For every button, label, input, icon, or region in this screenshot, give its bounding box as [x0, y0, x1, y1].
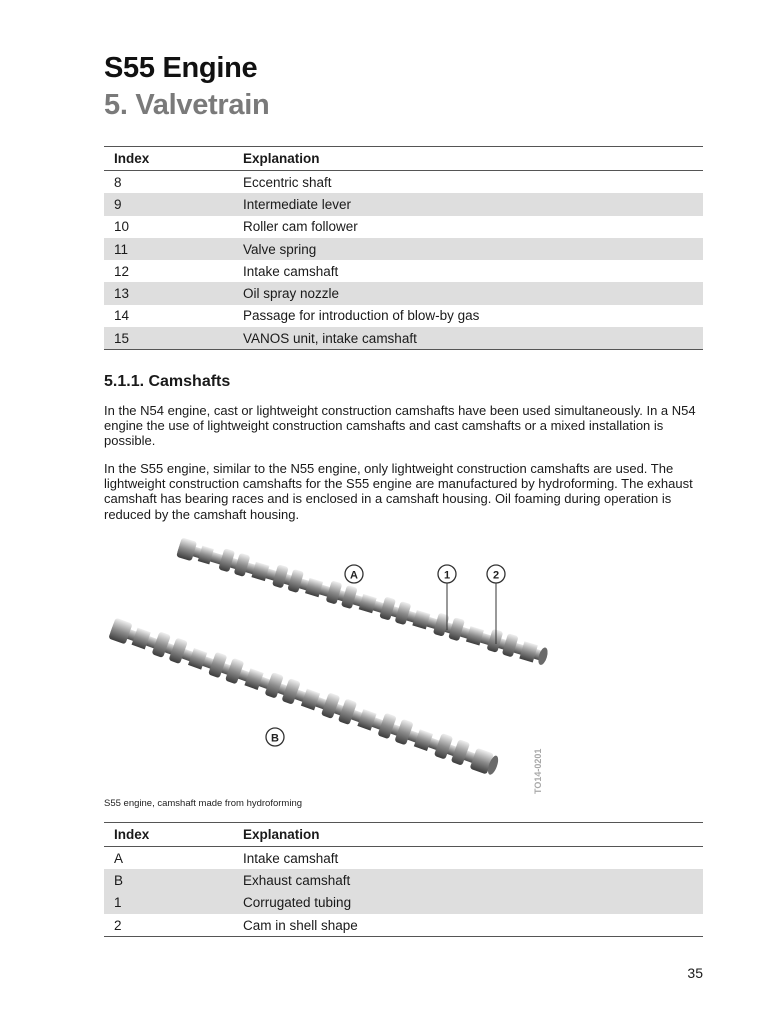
callout-b — [266, 728, 284, 746]
index-cell: 13 — [104, 282, 233, 304]
table-row — [104, 282, 703, 304]
explanation-cell: Exhaust camshaft — [233, 869, 703, 891]
camshaft-figure — [104, 532, 703, 802]
index-cell: 12 — [114, 263, 130, 279]
camshaft-illustration — [104, 532, 703, 802]
explanation-cell: Intake camshaft — [243, 850, 339, 866]
index-cell: B — [104, 869, 233, 891]
index-cell: 2 — [104, 914, 233, 937]
index-cell: 8 — [114, 174, 122, 190]
callout-a — [345, 565, 363, 583]
table-row — [104, 305, 703, 327]
explanation-cell: Oil spray nozzle — [233, 282, 703, 304]
explanation-cell: Valve spring — [233, 238, 703, 260]
explanation-cell: VANOS unit, intake camshaft — [233, 327, 703, 350]
body-paragraph: In the N54 engine, cast or lightweight construction camshafts have been used simultaneously. In a N54 engine the use of lightweight construction camshafts and cast camshafts or a mixed installation is possible. — [104, 403, 696, 449]
index-cell: 15 — [104, 327, 233, 350]
index-cell: 1 — [104, 892, 233, 914]
index-cell: 11 — [104, 238, 233, 260]
callout-a-label: A — [350, 569, 358, 582]
explanation-cell: Cam in shell shape — [233, 914, 703, 937]
column-header-index: Index — [104, 147, 233, 171]
callout-2-label: 2 — [492, 569, 500, 582]
figure-caption: S55 engine, camshaft made from hydroforming — [104, 798, 303, 809]
index-cell: 14 — [114, 308, 130, 324]
section-title: 5.1.1. Camshafts — [104, 373, 231, 390]
table-row — [104, 216, 703, 238]
table-header-row — [104, 823, 703, 847]
exhaust-camshaft-drawing — [108, 616, 501, 777]
intake-camshaft-drawing — [176, 536, 550, 667]
table-row — [104, 193, 703, 215]
document-title: S55 Engine — [104, 52, 258, 84]
table-row — [104, 260, 703, 282]
table-row — [104, 327, 703, 350]
body-paragraph: In the S55 engine, similar to the N55 engine, only lightweight construction camshafts are used. The lightweight construction camshafts for the S55 engine are manufactured by hydroforming. The exhaust camshaft has bearing races and is enclosed in a camshaft housing. Oil foaming during operation is reduced by the camshaft housing. — [104, 461, 693, 522]
explanation-cell: Intermediate lever — [233, 193, 703, 215]
figure-code: TO14-0201 — [533, 748, 543, 794]
explanation-cell: Intake camshaft — [243, 263, 339, 279]
index-table-camshafts — [104, 822, 703, 937]
callout-1-label: 1 — [443, 569, 451, 582]
callout-2 — [487, 565, 505, 583]
chapter-title: 5. Valvetrain — [104, 89, 270, 121]
table-row — [104, 238, 703, 260]
column-header-index: Index — [104, 823, 233, 847]
callout-1 — [438, 565, 456, 583]
index-table-valvetrain — [104, 146, 703, 350]
index-cell: 9 — [104, 193, 233, 215]
table-header-row — [104, 147, 703, 171]
column-header-explanation: Explanation — [233, 823, 703, 847]
explanation-cell: Roller cam follower — [243, 219, 358, 235]
table-row — [104, 171, 703, 194]
column-header-explanation: Explanation — [233, 147, 703, 171]
explanation-cell: Eccentric shaft — [243, 174, 332, 190]
explanation-cell: Corrugated tubing — [233, 892, 703, 914]
table-row — [104, 869, 703, 891]
table-row — [104, 914, 703, 937]
page-number: 35 — [687, 965, 703, 981]
index-cell: A — [114, 850, 124, 866]
explanation-cell: Passage for introduction of blow-by gas — [243, 308, 480, 324]
table-row — [104, 847, 703, 870]
callout-b-label: B — [271, 732, 279, 745]
index-cell: 10 — [114, 219, 130, 235]
table-row — [104, 892, 703, 914]
